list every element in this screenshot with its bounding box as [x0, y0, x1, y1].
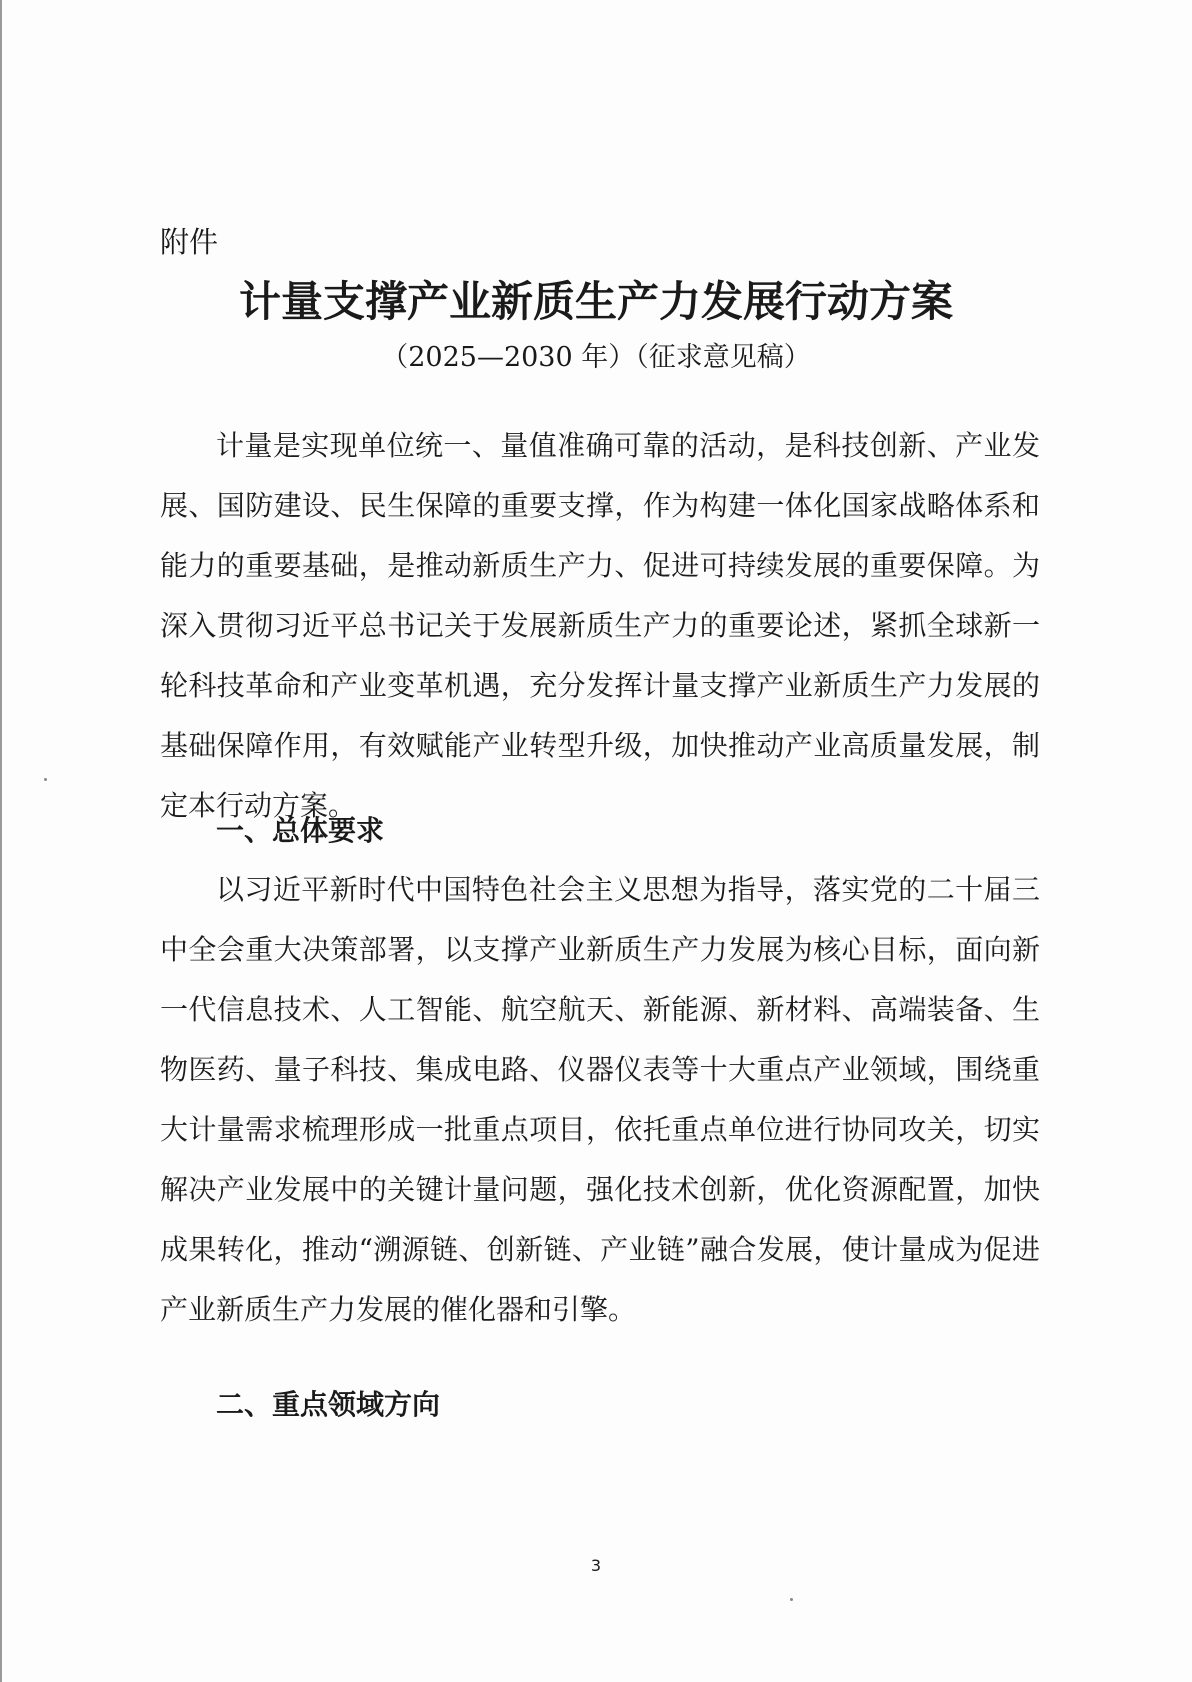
intro-paragraph: 计量是实现单位统一、量值准确可靠的活动，是科技创新、产业发展、国防建设、民生保障的重要支撑，作为构建一体化国家战略体系和能力的重要基础，是推动新质生产力、促进可持续发展的重要保障。为深入贯彻习近平总书记关于发展新质生产力的重要论述，紧抓全球新一轮科技革命和产业变革机遇，充分发挥计量支撑产业新质生产力发展的基础保障作用，有效赋能产业转型升级，加快推动产业高质量发展，制定本行动方案。	[160, 429, 1040, 822]
document-title: 计量支撑产业新质生产力发展行动方案	[238, 277, 953, 326]
section-heading-key-areas: 二、重点领域方向	[216, 1388, 441, 1421]
scan-edge	[0, 0, 2, 1682]
scan-speck	[790, 1598, 793, 1601]
page-number: 3	[590, 1556, 602, 1575]
document-subtitle: （2025—2030 年）（征求意见稿）	[381, 342, 811, 373]
scan-speck	[44, 778, 47, 781]
general-requirements-section	[160, 860, 1040, 1340]
general-requirements-paragraph: 以习近平新时代中国特色社会主义思想为指导，落实党的二十届三中全会重大决策部署，以支撑产业新质生产力发展为核心目标，面向新一代信息技术、人工智能、航空航天、新能源、新材料、高端装备、生物医药、量子科技、集成电路、仪器仪表等十大重点产业领域，围绕重大计量需求梳理形成一批重点项目，依托重点单位进行协同攻关，切实解决产业发展中的关键计量问题，强化技术创新，优化资源配置，加快成果转化，推动“溯源链、创新链、产业链”融合发展，使计量成为促进产业新质生产力发展的催化器和引擎。	[160, 873, 1040, 1326]
section-heading-general-requirements: 一、总体要求	[216, 814, 385, 847]
attachment-label: 附件	[160, 225, 219, 259]
intro-section	[160, 416, 1040, 836]
